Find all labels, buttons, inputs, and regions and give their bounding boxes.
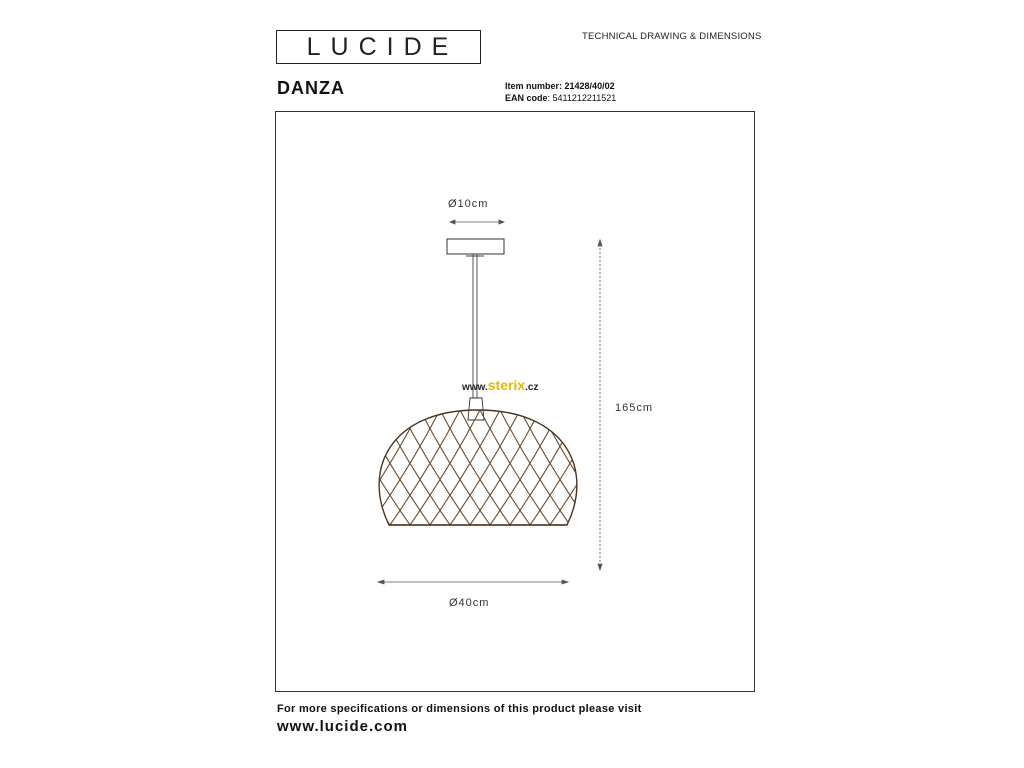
lamp-shade bbox=[90, 410, 870, 525]
shade-dimension-line bbox=[378, 580, 568, 584]
ceiling-canopy bbox=[447, 239, 504, 254]
lattice-strand bbox=[220, 410, 290, 525]
lattice-strand bbox=[310, 410, 380, 525]
canopy-diameter-label: Ø10cm bbox=[448, 198, 489, 210]
lattice-strand bbox=[340, 410, 410, 525]
lattice-strand bbox=[690, 410, 760, 525]
footer-url[interactable]: www.lucide.com bbox=[277, 718, 408, 735]
lattice-strand bbox=[360, 410, 430, 525]
lattice-strand bbox=[210, 410, 280, 525]
lattice-strand bbox=[600, 410, 670, 525]
ean-label: EAN code bbox=[505, 93, 548, 103]
item-number-label: Item number: bbox=[505, 81, 563, 91]
lattice-strand bbox=[670, 410, 740, 525]
item-number-value: 21428/40/02 bbox=[564, 81, 615, 91]
ean-value: : 5411212211521 bbox=[547, 93, 617, 103]
lattice-strand bbox=[630, 410, 700, 525]
lattice-strand bbox=[380, 410, 450, 525]
lattice-strand bbox=[490, 410, 560, 525]
lattice-strand bbox=[160, 410, 230, 525]
lattice-strand bbox=[200, 410, 270, 525]
lattice-strand bbox=[800, 410, 870, 525]
lattice-strand bbox=[760, 410, 830, 525]
footer-note: For more specifications or dimensions of this product please visit bbox=[277, 703, 642, 715]
lattice-strand bbox=[550, 410, 620, 525]
lattice-strand bbox=[560, 410, 630, 525]
shade-diameter-label: Ø40cm bbox=[449, 597, 490, 609]
lattice-strand bbox=[290, 410, 360, 525]
lattice-strand bbox=[330, 410, 400, 525]
lattice-strand bbox=[280, 410, 350, 525]
lattice-strand bbox=[620, 410, 690, 525]
watermark-prefix: www. bbox=[462, 382, 488, 393]
height-dimension-line bbox=[598, 240, 602, 570]
watermark-brand: sterix bbox=[487, 377, 526, 393]
lattice-strand bbox=[580, 410, 650, 525]
lattice-strand bbox=[610, 410, 680, 525]
lattice-strand bbox=[180, 410, 250, 525]
lattice-strand bbox=[650, 410, 720, 525]
lattice-strand bbox=[320, 410, 390, 525]
lattice-strand bbox=[150, 410, 220, 525]
lattice-strand bbox=[260, 410, 330, 525]
lattice-strand bbox=[710, 410, 780, 525]
lattice-strand bbox=[720, 410, 790, 525]
lattice-strand bbox=[250, 410, 320, 525]
lattice-strand bbox=[170, 410, 240, 525]
lattice-strand bbox=[270, 410, 340, 525]
lattice-strand bbox=[230, 410, 300, 525]
lattice-strand bbox=[590, 410, 660, 525]
section-title: TECHNICAL DRAWING & DIMENSIONS bbox=[582, 31, 762, 42]
lattice-strand bbox=[190, 410, 260, 525]
lattice-strand bbox=[570, 410, 640, 525]
lattice-strand bbox=[660, 410, 730, 525]
lattice-strand bbox=[680, 410, 750, 525]
height-label: 165cm bbox=[615, 402, 654, 414]
lattice-strand bbox=[130, 410, 200, 525]
lattice-strand bbox=[740, 410, 810, 525]
lattice-strand bbox=[240, 410, 310, 525]
lattice-strand bbox=[530, 410, 600, 525]
lattice-strand bbox=[780, 410, 850, 525]
watermark-suffix: .cz bbox=[525, 382, 539, 393]
lattice-strand bbox=[700, 410, 770, 525]
lattice-strand bbox=[640, 410, 710, 525]
watermark bbox=[462, 377, 538, 393]
product-name: DANZA bbox=[277, 78, 345, 98]
canopy-dimension-line bbox=[450, 220, 504, 224]
lattice-strand bbox=[300, 410, 370, 525]
lattice-strand bbox=[730, 410, 800, 525]
logo-text: LUCIDE bbox=[306, 33, 459, 61]
lattice-strand bbox=[90, 410, 160, 525]
lattice-strand bbox=[110, 410, 180, 525]
